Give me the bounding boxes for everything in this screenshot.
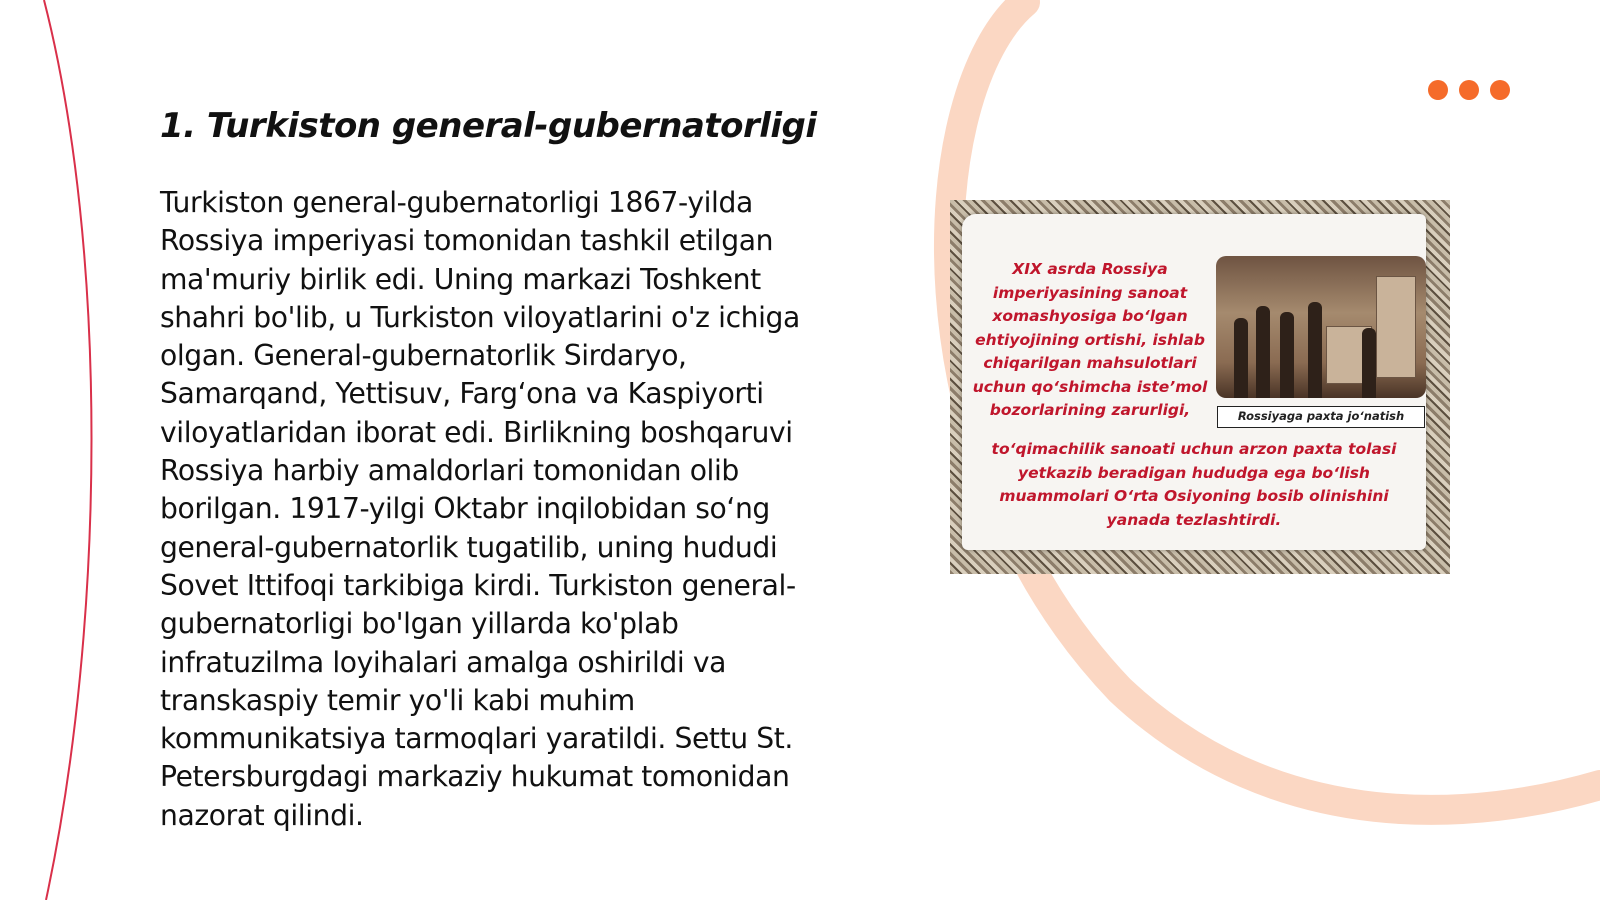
three-dots-icon: [1428, 80, 1510, 100]
image-text-bottom: to‘qimachilik sanoati uchun arzon paxta tolasi yetkazib beradigan hududga ega bo‘lish muammolari O‘rta Osiyoning bosib olinishini yanada tezlashtirdi.: [991, 440, 1397, 529]
person-figure: [1308, 302, 1322, 398]
dot-icon: [1459, 80, 1479, 100]
photo-caption: Rossiyaga paxta jo‘natish: [1217, 406, 1425, 428]
dot-icon: [1490, 80, 1510, 100]
person-figure: [1280, 312, 1294, 398]
dot-icon: [1428, 80, 1448, 100]
image-text-top: XIX asrda Rossiya imperiyasining sanoat xomashyosiga bo‘lgan ehtiyojining ortishi, ishlab chiqarilgan mahsulotlari uchun qo‘shimcha iste’mol bozorlarining zarurligi,: [972, 260, 1208, 419]
person-figure: [1234, 318, 1248, 398]
cotton-bale: [1376, 276, 1416, 378]
body-paragraph: Turkiston general-gubernatorligi 1867-yilda Rossiya imperiyasi tomonidan tashkil etilgan ma'muriy birlik edi. Uning markazi Toshkent shahri bo'lib, u Turkiston viloyatlarini o'z ichiga olgan. General-gubernatorlik Sirdaryo, Samarqand, Yettisuv, Farg‘ona va Kaspiyorti viloyatlaridan iborat edi. Birlikning boshqaruvi Rossiya harbiy amaldorlari tomonidan olib borilgan. 1917-yilgi Oktabr inqilobidan so‘ng general-gubernatorlik tugatilib, uning hududi Sovet Ittifoqi tarkibiga kirdi. Turkiston general-gubernatorligi bo'lgan yillarda ko'plab infratuzilma loyihalari amalga oshirildi va transkaspiy temir yo'li kabi muhim kommunikatsiya tarmoqlari yaratildi. Settu St. Petersburgdagi markaziy hukumat tomonidan nazorat qilindi.: [160, 186, 800, 832]
slide-title: 1. Turkiston general-gubernatorligi: [160, 106, 817, 146]
cotton-shipment-photo: [1216, 256, 1426, 398]
person-figure: [1362, 328, 1376, 398]
history-slide-image: [950, 200, 1450, 574]
person-figure: [1256, 306, 1270, 398]
side-line: [44, 0, 92, 900]
image-card: [962, 214, 1426, 550]
